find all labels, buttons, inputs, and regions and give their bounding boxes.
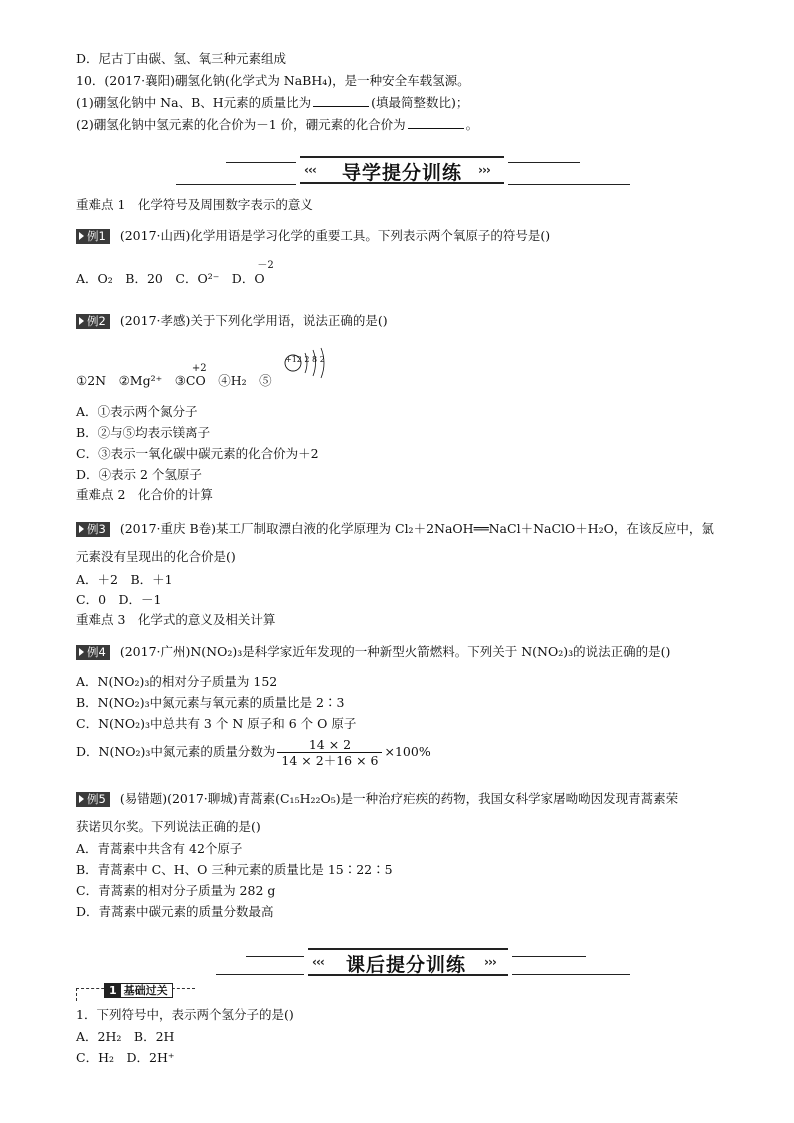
example-1-options: A．O₂ B．20 C．O²⁻ D． －2 O	[76, 260, 274, 286]
oxygen-valence: －2 O	[254, 260, 274, 286]
left-arrows-icon: ‹‹‹	[304, 163, 316, 177]
example-tag: 例5	[76, 792, 110, 807]
answer-blank[interactable]	[313, 95, 369, 107]
example-2-items: ①2N ②Mg²⁺ ③ +2 CO ④H₂ ⑤	[76, 363, 272, 388]
example-5-option-c: C．青蒿素的相对分子质量为 282 g	[76, 883, 276, 898]
example-2-option-b: B．②与⑤均表示镁离子	[76, 425, 211, 440]
example-1: 例1 (2017·山西)化学用语是学习化学的重要工具。下列表示两个氧原子的符号是()	[76, 227, 550, 245]
banner-rule	[246, 956, 304, 957]
example-5-option-a: A．青蒿素中共含有 42个原子	[76, 841, 243, 856]
example-4: 例4 (2017·广州)N(NO₂)₃是科学家近年发现的一种新型火箭燃料。下列关于 N(NO₂)₃的说法正确的是()	[76, 643, 670, 661]
banner-rule	[176, 184, 296, 185]
magnesium-atom-structure-icon: +12 2 8 2	[283, 346, 339, 380]
q9-option-d: D．尼古丁由碳、氢、氧三种元素组成	[76, 51, 287, 66]
q10-part2: (2)硼氢化钠中氢元素的化合价为－1 价，硼元素的化合价为 。	[76, 117, 479, 132]
example-3-continued: 元素没有呈现出的化合价是()	[76, 549, 236, 564]
banner-rule	[508, 162, 580, 163]
banner-title: 导学提分训练	[342, 162, 463, 184]
example-2: 例2 (2017·孝感)关于下列化学用语，说法正确的是()	[76, 312, 388, 330]
triangle-icon	[79, 795, 84, 803]
example-3-options-ab: A．＋2 B．＋1	[76, 572, 173, 587]
example-tag: 例4	[76, 645, 110, 660]
carbon-monoxide-valence: +2 CO	[185, 363, 207, 388]
triangle-icon	[79, 525, 84, 533]
right-arrows-icon: ›››	[478, 163, 490, 177]
q10-part1: (1)硼氢化钠中 Na、B、H元素的质量比为 (填最简整数比)；	[76, 95, 469, 110]
answer-blank[interactable]	[408, 117, 464, 129]
key-point-1: 重难点 1 化学符号及周围数字表示的意义	[76, 197, 313, 212]
example-tag: 例2	[76, 314, 110, 329]
example-tag: 例1	[76, 229, 110, 244]
example-4-option-b: B．N(NO₂)₃中氮元素与氧元素的质量比是 2∶3	[76, 695, 345, 710]
example-4-option-a: A．N(NO₂)₃的相对分子质量为 152	[76, 674, 278, 689]
example-5: 例5 (易错题)(2017·聊城)青蒿素(C₁₅H₂₂O₅)是一种治疗疟疾的药物，我国女科学家屠呦呦因发现青蒿素荣	[76, 790, 678, 808]
banner-rule	[216, 974, 304, 975]
example-2-option-c: C．③表示一氧化碳中碳元素的化合价为＋2	[76, 446, 319, 461]
example-3-options-cd: C．0 D．－1	[76, 592, 162, 607]
example-2-option-d: D．④表示 2 个氢原子	[76, 467, 202, 482]
key-point-3: 重难点 3 化学式的意义及相关计算	[76, 612, 276, 627]
example-4-option-c: C．N(NO₂)₃中总共有 3 个 N 原子和 6 个 O 原子	[76, 716, 357, 731]
example-5-continued: 获诺贝尔奖。下列说法正确的是()	[76, 819, 261, 834]
example-4-option-d: D．N(NO₂)₃中氮元素的质量分数为 $\frac{14 \times 2}{14 \times 2+16 \times 6}$ ×100%	[76, 737, 431, 768]
triangle-icon	[79, 232, 84, 240]
banner-guided-practice	[0, 152, 794, 192]
banner-rule	[508, 184, 630, 185]
q1-options-ab: A．2H₂ B．2H	[76, 1029, 175, 1044]
triangle-icon	[79, 648, 84, 656]
section-label: 1 基础过关	[104, 983, 173, 998]
q10-stem: 10．(2017·襄阳)硼氢化钠(化学式为 NaBH₄)，是一种安全车载氢源。	[76, 73, 470, 88]
banner-rule	[226, 162, 296, 163]
q1-options-cd: C．H₂ D．2H⁺	[76, 1050, 175, 1065]
q1-stem: 1．下列符号中，表示两个氢分子的是()	[76, 1007, 294, 1022]
banner-rule	[512, 974, 630, 975]
banner-after-class-practice	[0, 944, 794, 984]
key-point-2: 重难点 2 化合价的计算	[76, 487, 213, 502]
right-arrows-icon: ›››	[484, 955, 496, 969]
example-5-option-d: D．青蒿素中碳元素的质量分数最高	[76, 904, 274, 919]
left-arrows-icon: ‹‹‹	[312, 955, 324, 969]
banner-title: 课后提分训练	[346, 954, 467, 976]
example-2-option-a: A．①表示两个氮分子	[76, 404, 198, 419]
example-5-option-b: B．青蒿素中 C、H、O 三种元素的质量比是 15∶22∶5	[76, 862, 393, 877]
mass-fraction-formula: $\frac{14 \times 2}{14 \times 2+16 \times 6}$	[277, 737, 382, 768]
example-tag: 例3	[76, 522, 110, 537]
banner-rule	[512, 956, 586, 957]
example-3: 例3 (2017·重庆 B卷)某工厂制取漂白液的化学原理为 Cl₂＋2NaOH══NaCl＋NaClO＋H₂O，在该反应中，氯	[76, 520, 714, 538]
triangle-icon	[79, 317, 84, 325]
